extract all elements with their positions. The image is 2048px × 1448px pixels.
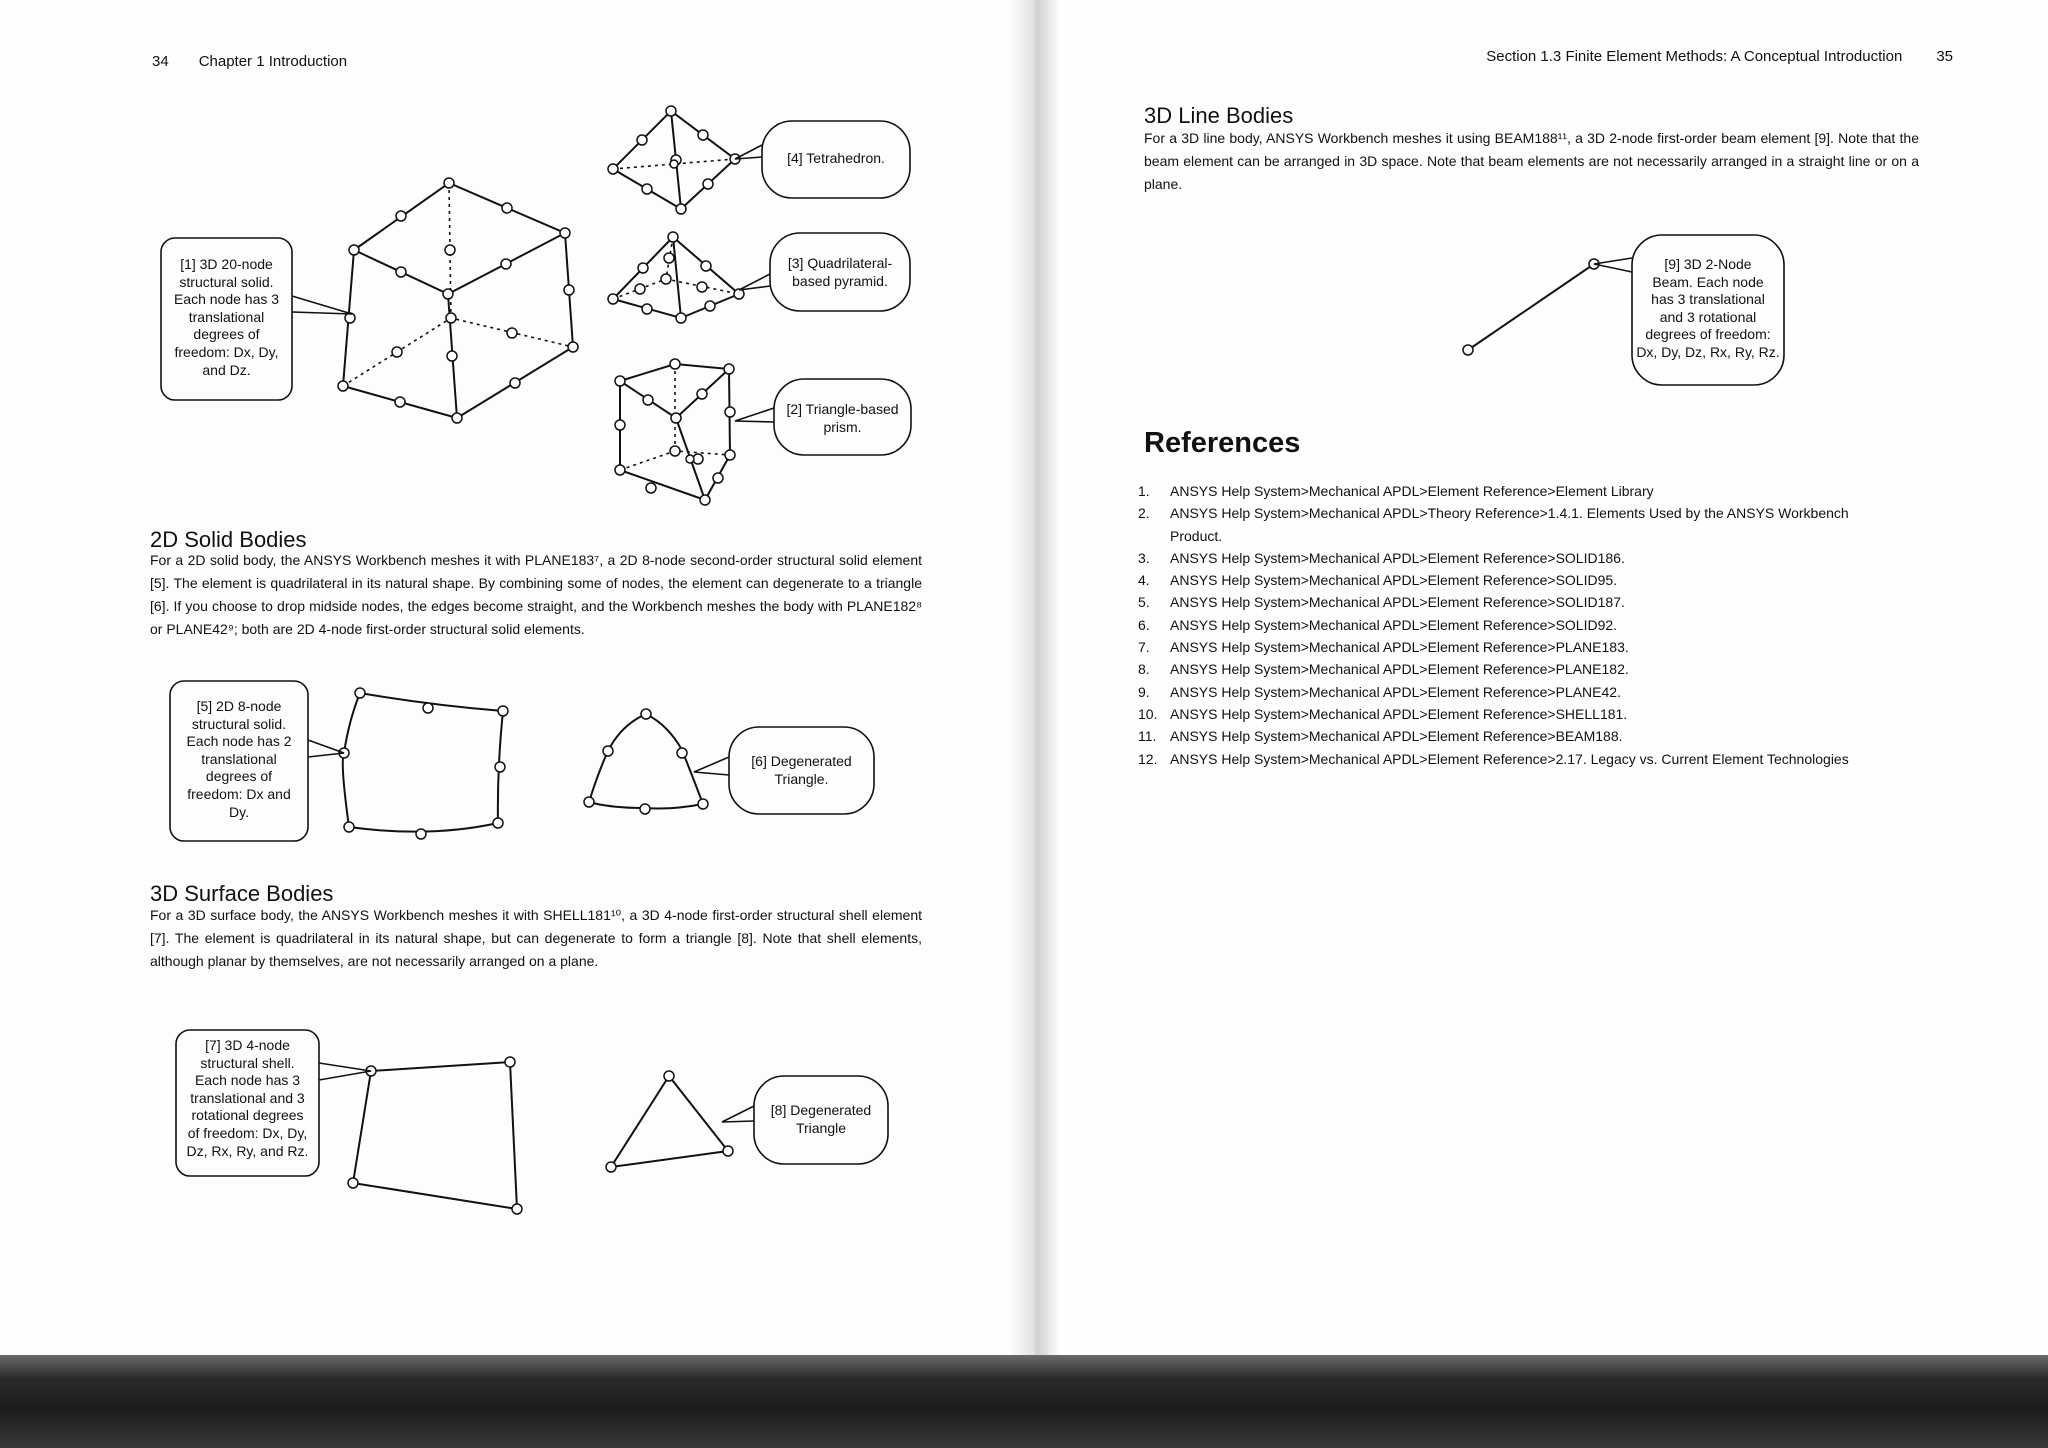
reference-item <box>1138 725 1898 747</box>
callout-line: [6] Degenerated <box>751 753 852 769</box>
reference-item <box>1138 636 1898 658</box>
callout-line: [1] 3D 20-node <box>180 256 273 272</box>
callout-line: Each node has 2 <box>186 733 292 750</box>
callout-line: structural solid. <box>179 273 274 290</box>
callout-8-text <box>754 1101 888 1137</box>
callout-line: translational <box>201 750 277 767</box>
straight-triangle-diagram <box>606 1071 733 1172</box>
callout-line: Dy. <box>229 803 249 820</box>
hexahedron-20-node-diagram <box>343 183 573 418</box>
callout-line: [5] 2D 8-node <box>196 698 282 714</box>
callout-line: has 3 translational <box>1651 291 1765 308</box>
reference-text: ANSYS Help System>Mechanical APDL>Element Reference>PLANE183. <box>1170 639 1629 656</box>
section-text-3d-line: For a 3D line body, ANSYS Workbench meshes it using BEAM188¹¹, a 3D 2-node first-order beam element [9]. Note that the beam element can be arranged in 3D space. Note that beam elements are not necessarily arranged in a straight line or on a plane. <box>1144 130 1919 192</box>
section-title-2d-solid: 2D Solid Bodies <box>150 527 307 552</box>
callout-4-text <box>762 149 910 167</box>
reference-number: 2. <box>1138 505 1150 522</box>
callout-line: Dz, Rx, Ry, and Rz. <box>186 1142 309 1159</box>
callout-line: structural shell. <box>200 1054 295 1071</box>
right-page-number: 35 <box>1936 48 1953 65</box>
reference-text: ANSYS Help System>Mechanical APDL>Element Reference>PLANE182. <box>1170 661 1629 678</box>
reference-item <box>1138 502 1898 547</box>
curved-triangle-diagram <box>584 709 708 814</box>
callout-line: rotational degrees <box>191 1107 304 1124</box>
quad-8-node-diagram <box>339 688 508 839</box>
callout-6-text <box>729 752 874 788</box>
callout-line: freedom: Dx and <box>187 785 291 802</box>
callout-line: degrees of freedom: <box>1645 326 1771 343</box>
reference-text: ANSYS Help System>Mechanical APDL>Element Reference>PLANE42. <box>1170 683 1621 700</box>
tetrahedron-diagram <box>608 106 740 214</box>
reference-text: ANSYS Help System>Mechanical APDL>Theory Reference>1.4.1. Elements Used by the ANSYS Workbench Product. <box>1170 505 1849 544</box>
callout-line: Dx, Dy, Dz, Rx, Ry, Rz. <box>1636 343 1780 360</box>
callout-line: [3] Quadrilateral- <box>787 255 893 271</box>
reference-number: 4. <box>1138 572 1150 589</box>
reference-item <box>1138 614 1898 636</box>
reference-text: ANSYS Help System>Mechanical APDL>Element Reference>SOLID187. <box>1170 594 1625 611</box>
callout-line: Each node has 3 <box>173 291 280 308</box>
reference-text: ANSYS Help System>Mechanical APDL>Element Reference>SOLID95. <box>1170 572 1618 589</box>
callout-line: Triangle. <box>774 771 829 787</box>
callout-1-text <box>161 256 292 379</box>
callout-line: based pyramid. <box>792 273 888 289</box>
reference-number: 8. <box>1138 661 1150 678</box>
callout-line: Each node has 3 <box>194 1072 301 1089</box>
callout-line: degrees of <box>205 768 273 785</box>
reference-item <box>1138 547 1898 569</box>
callout-line: Beam. Each node <box>1652 273 1764 290</box>
reference-number: 1. <box>1138 483 1150 499</box>
pyramid-diagram <box>608 232 744 323</box>
reference-item <box>1138 591 1898 613</box>
prism-diagram <box>615 359 735 505</box>
references-title: References <box>1144 427 1301 459</box>
left-running-head-text: Chapter 1 Introduction <box>198 53 348 70</box>
callout-line: [8] Degenerated <box>770 1102 872 1118</box>
section-title-3d-line: 3D Line Bodies <box>1144 103 1294 128</box>
callout-line: prism. <box>823 419 862 435</box>
callout-line: degrees of <box>193 326 260 343</box>
callout-line: freedom: Dx, Dy, <box>174 343 279 360</box>
callout-9-text <box>1632 256 1784 362</box>
callout-line: structural solid. <box>191 715 287 732</box>
section-title-3d-surface: 3D Surface Bodies <box>150 881 334 906</box>
reference-text: ANSYS Help System>Mechanical APDL>Element Reference>2.17. Legacy vs. Current Element Technologies <box>1170 750 1849 767</box>
hexahedron-nodes <box>338 178 578 423</box>
reference-number: 5. <box>1138 594 1150 611</box>
reference-text: ANSYS Help System>Mechanical APDL>Element Reference>SHELL181. <box>1170 705 1628 722</box>
right-running-head-text: Section 1.3 Finite Element Methods: A Conceptual Introduction <box>1486 48 1903 65</box>
reference-text: ANSYS Help System>Mechanical APDL>Element Reference>BEAM188. <box>1170 728 1623 745</box>
callout-line: translational and 3 <box>190 1089 305 1106</box>
callout-3-text <box>770 254 910 290</box>
callout-line: of freedom: Dx, Dy, <box>187 1124 308 1141</box>
section-text-3d-surface: For a 3D surface body, the ANSYS Workbench meshes it with SHELL181¹⁰, a 3D 4-node first-order structural shell element [7]. The element is quadrilateral in its natural shape, but can degenerate to form a triangle [8]. Note that shell elements, although planar by themselves, are not necessarily arranged on a plane. <box>150 907 922 969</box>
shell-quad-diagram <box>348 1057 522 1214</box>
callout-line: and 3 rotational <box>1659 308 1757 325</box>
reference-item <box>1138 703 1898 725</box>
beam-diagram <box>1463 259 1599 355</box>
scan-bottom-edge <box>0 1355 2048 1448</box>
reference-number: 12. <box>1138 750 1158 767</box>
section-text-2d-solid: For a 2D solid body, the ANSYS Workbench meshes it with PLANE183⁷, a 2D 8-node second-order structural solid element [5]. The element is quadrilateral in its natural shape. By combining some of nodes, the element can degenerate to a triangle [6]. If you choose to drop midside nodes, the edges become straight, and the Workbench meshes the body with PLANE182⁸ or PLANE42⁹; both are 2D 4-node first-order structural solid elements. <box>150 552 922 637</box>
reference-text: ANSYS Help System>Mechanical APDL>Element Reference>SOLID186. <box>1170 549 1625 566</box>
callout-line: and Dz. <box>202 361 251 378</box>
reference-item <box>1138 748 1898 770</box>
reference-number: 6. <box>1138 616 1150 633</box>
callout-7-text <box>176 1037 319 1160</box>
reference-item <box>1138 658 1898 680</box>
reference-text: ANSYS Help System>Mechanical APDL>Element Reference>SOLID92. <box>1170 616 1618 633</box>
reference-number: 11. <box>1138 728 1157 745</box>
callout-line: [7] 3D 4-node <box>205 1037 290 1053</box>
reference-item <box>1138 681 1898 703</box>
callout-line: Triangle <box>795 1120 847 1136</box>
reference-number: 3. <box>1138 549 1150 566</box>
callout-line: [9] 3D 2-Node <box>1664 256 1752 272</box>
callout-5-text <box>170 698 308 821</box>
reference-item <box>1138 569 1898 591</box>
references-list <box>1138 480 1898 770</box>
reference-item <box>1138 480 1898 502</box>
callout-line: translational <box>188 308 265 325</box>
reference-number: 7. <box>1138 639 1150 656</box>
reference-number: 10. <box>1138 705 1158 722</box>
reference-number: 9. <box>1138 683 1150 700</box>
callout-line: [2] Triangle-based <box>786 401 899 417</box>
reference-text: ANSYS Help System>Mechanical APDL>Element Reference>Element Library <box>1170 483 1654 499</box>
callout-line: [4] Tetrahedron. <box>787 150 885 166</box>
left-page-number: 34 <box>152 53 169 70</box>
callout-2-text <box>774 400 911 436</box>
